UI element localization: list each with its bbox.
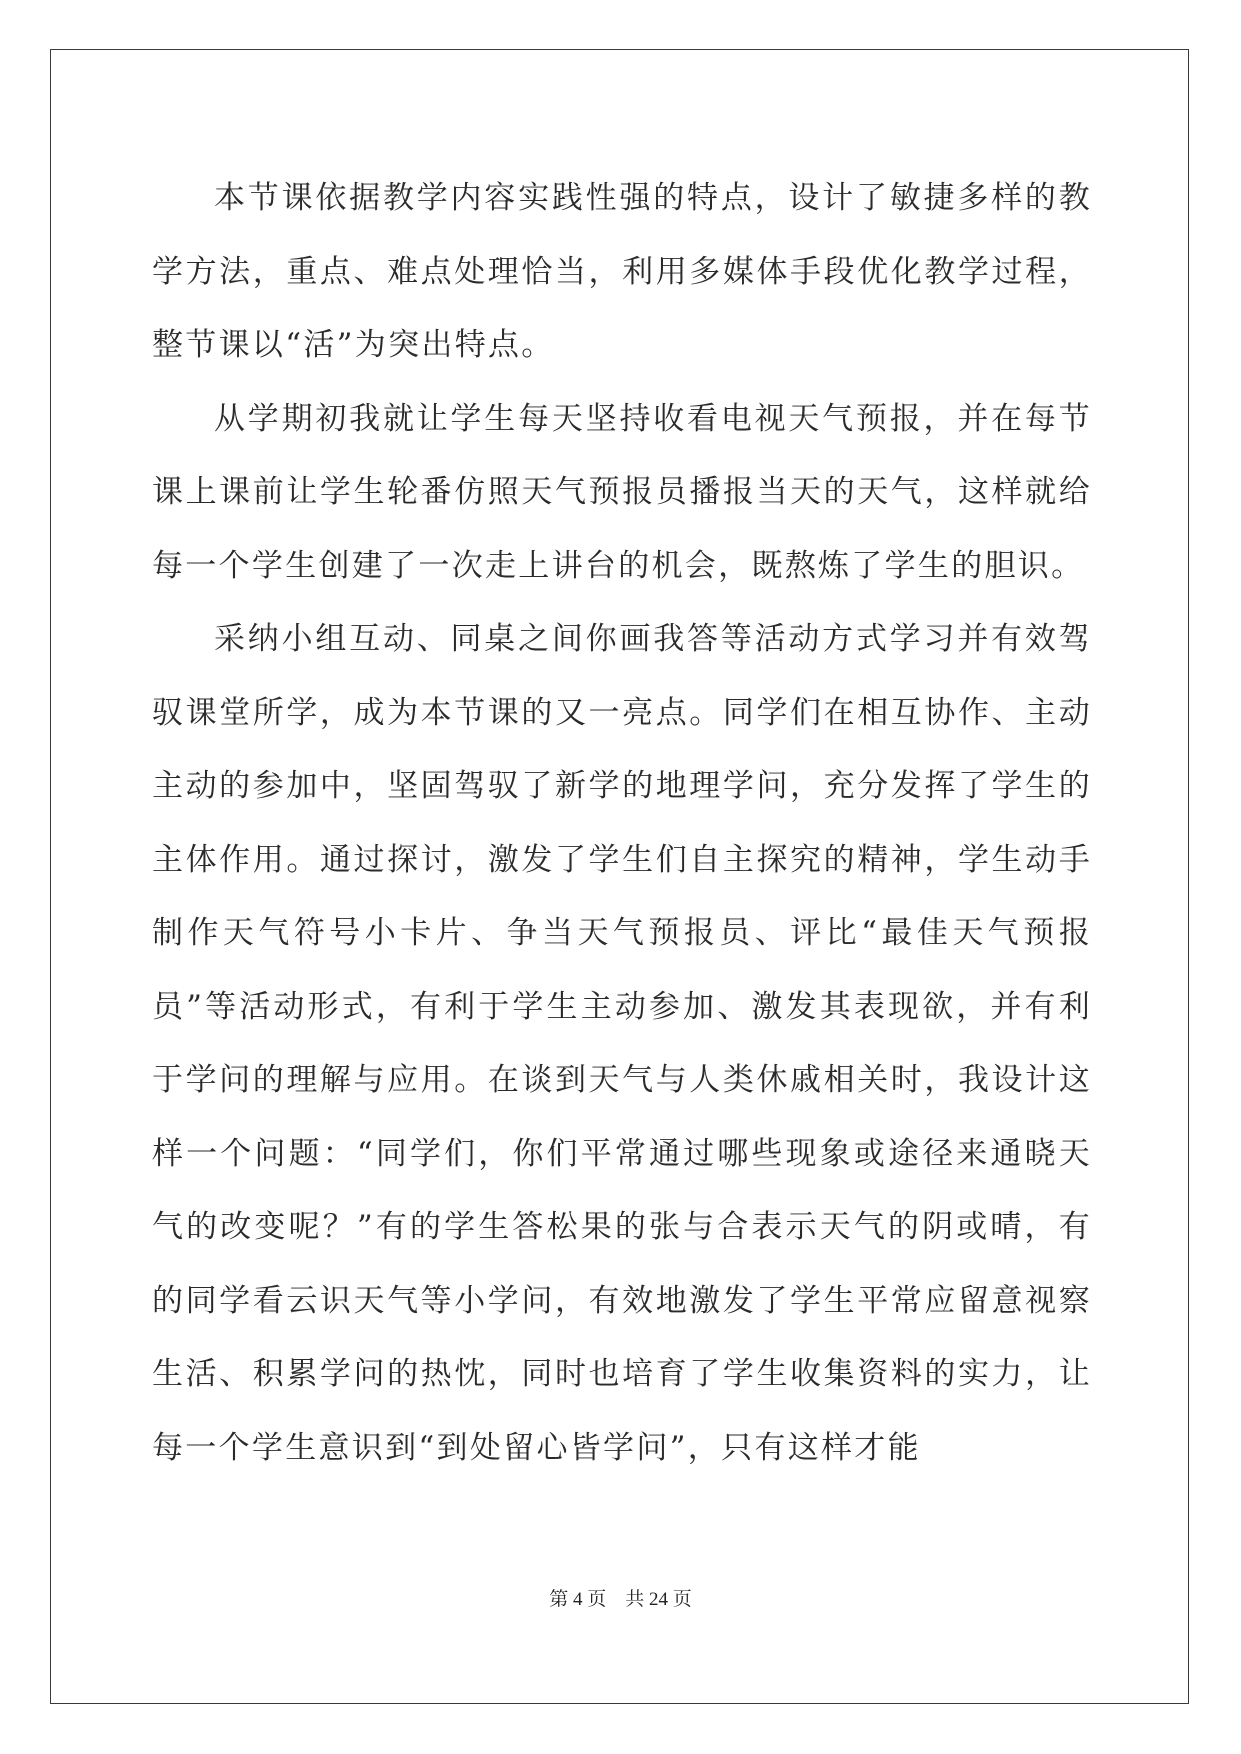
page-number-footer: 第 4 页 共 24 页: [549, 1589, 692, 1610]
paragraph: 本节课依据教学内容实践性强的特点，设计了敏捷多样的教学方法，重点、难点处理恰当，利用多媒体手段优化教学过程，整节课以“活”为突出特点。: [152, 180, 1092, 363]
paragraph: 从学期初我就让学生每天坚持收看电视天气预报，并在每节课上课前让学生轮番仿照天气预报员播报当天的天气，这样就给每一个学生创建了一次走上讲台的机会，既熬炼了学生的胆识。: [152, 400, 1092, 584]
paragraph: 采纳小组互动、同桌之间你画我答等活动方式学习并有效驾驭课堂所学，成为本节课的又一亮点。同学们在相互协作、主动主动的参加中，坚固驾驭了新学的地理学问，充分发挥了学生的主体作用。通过探讨，激发了学生们自主探究的精神，学生动手制作天气符号小卡片、争当天气预报员、评比“最佳天气预报员”等活动形式，有利于学生主动参加、激发其表现欲，并有利于学问的理解与应用。在谈到天气与人类休戚相关时，我设计这样一个问题：“同学们，你们平常通过哪些现象或途径来通晓天气的改变呢？”有的学生答松果的张与合表示天气的阴或晴，有的同学看云识天气等小学问，有效地激发了学生平常应留意视察生活、积累学问的热忱，同时也培育了学生收集资料的实力，让每一个学生意识到“到处留心皆学问”，只有这样才能: [152, 621, 1092, 1466]
document-body: [152, 162, 1092, 1485]
